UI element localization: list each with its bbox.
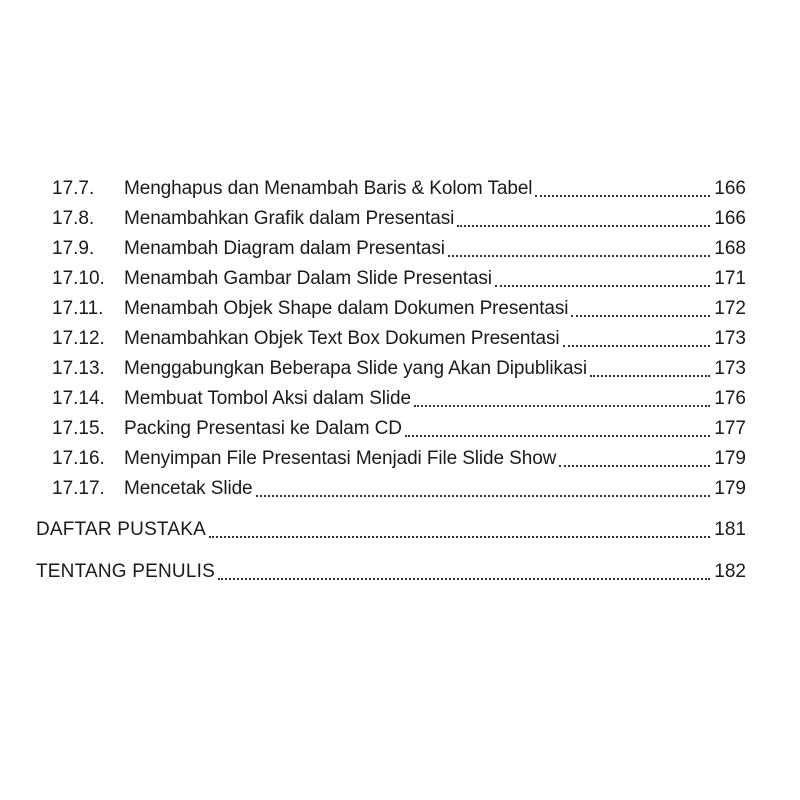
section-number: 17.16. xyxy=(52,448,105,469)
chapter-title: TENTANG PENULIS xyxy=(36,561,215,582)
toc-entry-line xyxy=(124,474,746,504)
toc-entry-daftar-pustaka[interactable] xyxy=(0,515,800,545)
chapter-title: DAFTAR PUSTAKA xyxy=(36,519,206,540)
dot-leader xyxy=(209,536,710,538)
toc-entry-17-12[interactable] xyxy=(0,324,800,354)
page-number: 168 xyxy=(714,238,746,259)
toc-entry-line xyxy=(124,444,746,474)
dot-leader xyxy=(495,285,710,287)
section-title: Menambahkan Grafik dalam Presentasi xyxy=(124,208,455,229)
section-title: Menambah Gambar Dalam Slide Presentasi xyxy=(124,268,492,289)
dot-leader xyxy=(448,255,710,257)
page-number: 172 xyxy=(714,298,746,319)
toc-entry-line xyxy=(124,234,746,264)
page-number: 173 xyxy=(714,358,746,379)
toc-entry-line xyxy=(124,204,746,234)
page-number: 177 xyxy=(714,418,746,439)
section-title: Membuat Tombol Aksi dalam Slide xyxy=(124,388,411,409)
toc-entry-17-10[interactable] xyxy=(0,264,800,294)
section-title: Menambah Diagram dalam Presentasi xyxy=(124,238,445,259)
page-number: 173 xyxy=(714,328,746,349)
dot-leader xyxy=(590,375,710,377)
page-number: 166 xyxy=(714,208,746,229)
page-number: 171 xyxy=(714,268,746,289)
toc-entry-17-14[interactable] xyxy=(0,384,800,414)
section-title: Menambah Objek Shape dalam Dokumen Presentasi xyxy=(124,298,569,319)
toc-entry-17-8[interactable] xyxy=(0,204,800,234)
dot-leader xyxy=(414,405,710,407)
section-number: 17.12. xyxy=(52,328,105,349)
section-number: 17.8. xyxy=(52,208,95,229)
section-title: Mencetak Slide xyxy=(124,478,253,499)
section-number: 17.15. xyxy=(52,418,105,439)
toc-entry-17-11[interactable] xyxy=(0,294,800,324)
toc-entry-17-13[interactable] xyxy=(0,354,800,384)
dot-leader xyxy=(405,435,710,437)
dot-leader xyxy=(457,225,710,227)
page-number: 179 xyxy=(714,448,746,469)
section-number: 17.17. xyxy=(52,478,105,499)
toc-entry-17-9[interactable] xyxy=(0,234,800,264)
toc-entry-line xyxy=(124,324,746,354)
section-number: 17.14. xyxy=(52,388,105,409)
toc-entry-line xyxy=(124,414,746,444)
section-title: Menambahkan Objek Text Box Dokumen Presentasi xyxy=(124,328,560,349)
page-number: 179 xyxy=(714,478,746,499)
section-number: 17.13. xyxy=(52,358,105,379)
toc-entry-line xyxy=(124,264,746,294)
section-number: 17.7. xyxy=(52,178,95,199)
toc-entry-line xyxy=(36,557,746,587)
section-number: 17.11. xyxy=(52,298,104,319)
dot-leader xyxy=(559,465,710,467)
toc-entry-17-17[interactable] xyxy=(0,474,800,504)
section-title: Menghapus dan Menambah Baris & Kolom Tabel xyxy=(124,178,533,199)
toc-entry-line xyxy=(124,294,746,324)
section-title: Packing Presentasi ke Dalam CD xyxy=(124,418,402,439)
page-number: 181 xyxy=(714,519,746,540)
section-title: Menyimpan File Presentasi Menjadi File Slide Show xyxy=(124,448,557,469)
toc-entry-17-7[interactable] xyxy=(0,174,800,204)
toc-entry-tentang-penulis[interactable] xyxy=(0,557,800,587)
dot-leader xyxy=(571,315,710,317)
dot-leader xyxy=(256,495,711,497)
toc-entry-17-16[interactable] xyxy=(0,444,800,474)
section-number: 17.10. xyxy=(52,268,105,289)
dot-leader xyxy=(563,345,711,347)
dot-leader xyxy=(535,195,710,197)
table-of-contents xyxy=(0,174,800,587)
toc-entry-line xyxy=(124,384,746,414)
toc-entry-line xyxy=(124,174,746,204)
toc-entry-line xyxy=(36,515,746,545)
section-title: Menggabungkan Beberapa Slide yang Akan Dipublikasi xyxy=(124,358,587,379)
page-number: 176 xyxy=(714,388,746,409)
section-number: 17.9. xyxy=(52,238,95,259)
toc-entry-17-15[interactable] xyxy=(0,414,800,444)
page-number: 182 xyxy=(714,561,746,582)
toc-entry-line xyxy=(124,354,746,384)
page-number: 166 xyxy=(714,178,746,199)
dot-leader xyxy=(218,578,710,580)
